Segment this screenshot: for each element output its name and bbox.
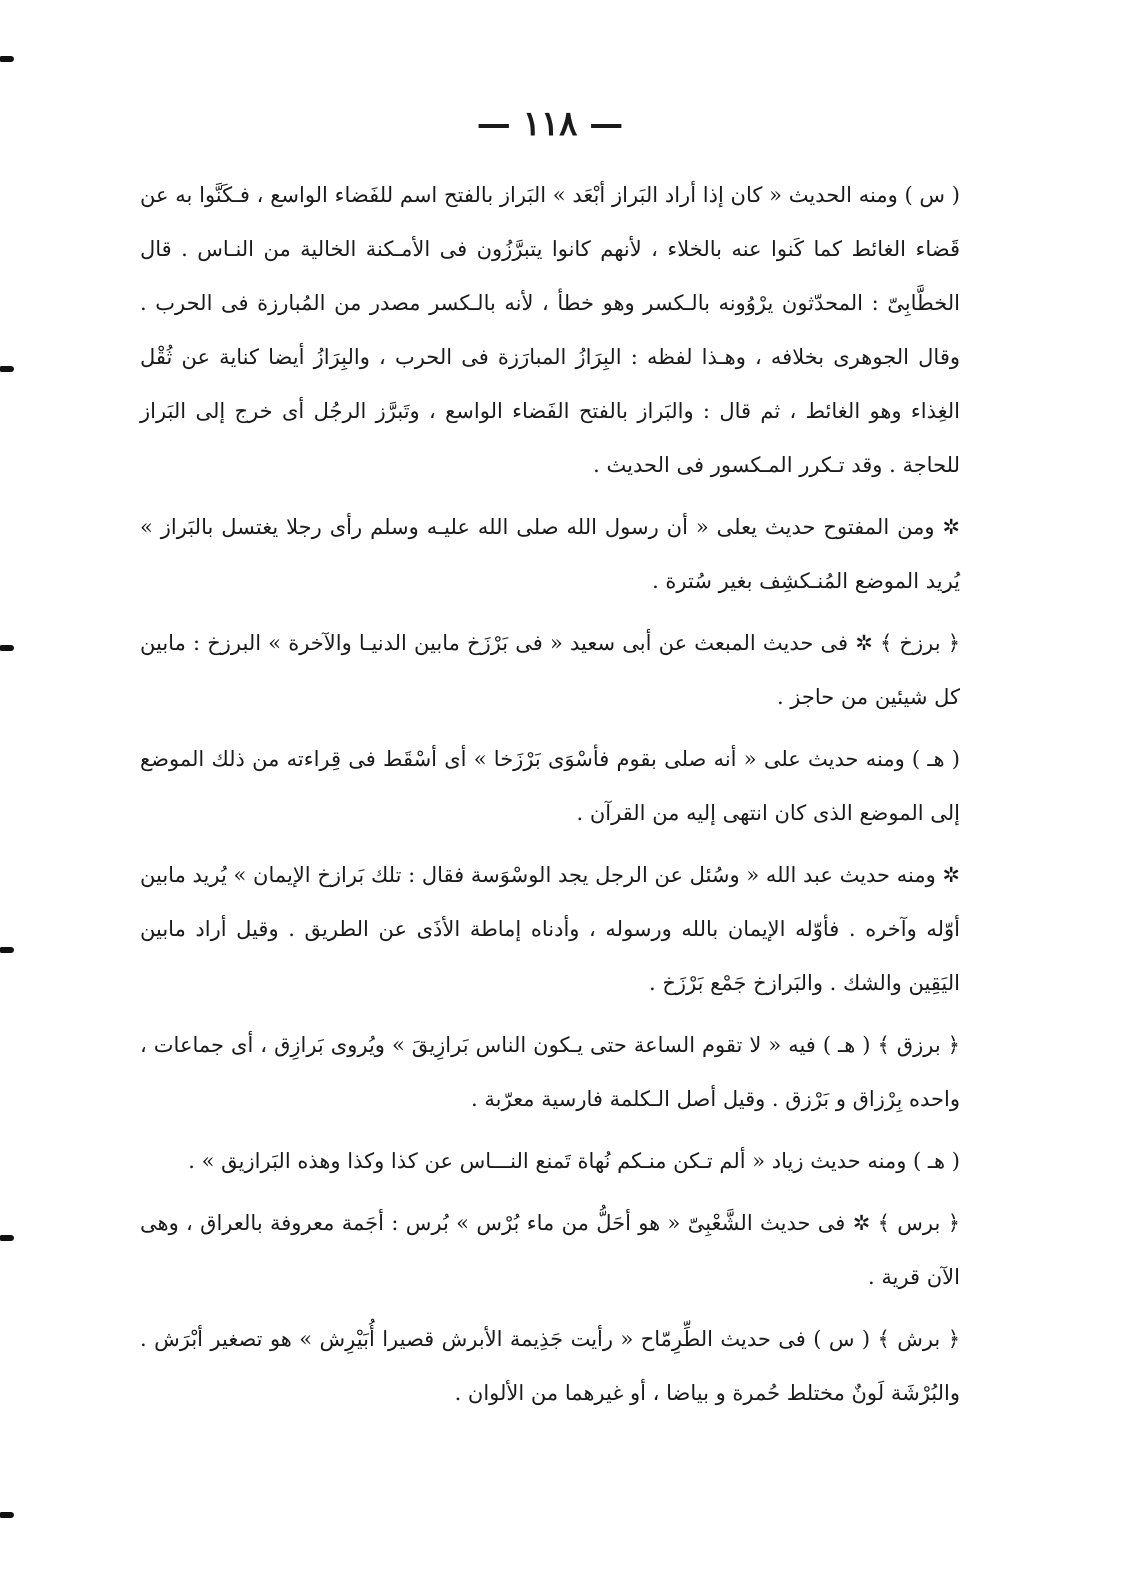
margin-mark: [0, 1512, 14, 1518]
margin-mark: [0, 1235, 14, 1241]
margin-mark: [0, 56, 14, 62]
paragraph: ✲ ومنه حديث عبد الله « وسُئل عن الرجل يجد الوسْوَسة فقال : تلك بَرازخ الإيمان » يُريد مابين أوّله وآخره . فأوّله الإيمان بالله ورسوله ، وأدناه إماطة الأذَى عن الطريق . وقيل أراد مابين اليَقِين والشك . والبَرازخ جَمْع بَرْزَخ .: [140, 863, 960, 995]
body-text: [140, 168, 960, 1420]
margin-mark: [0, 947, 14, 953]
paragraph: ✲ ومن المفتوح حديث يعلى « أن رسول الله صلى الله عليـه وسلم رأى رجلا يغتسل بالبَراز » يُريد الموضع المُنـكشِف بغير سُترة .: [140, 515, 960, 593]
paragraph: ﴿ برش ﴾ ( س ) فى حديث الطِّرِمّاح « رأيت جَذِيمة الأبرش قصيرا أُبَيْرِش » هو تصغير أبْرَش . والبُرْشَة لَونٌ مختلط حُمرة و بياضا ، أو غيرهما من الألوان .: [140, 1327, 960, 1405]
paragraph: ﴿ برس ﴾ ✲ فى حديث الشَّعْبِىّ « هو أحَلُّ من ماء بُرْس » بُرس : أجَمة معروفة بالعراق ، وهى الآن قرية .: [140, 1211, 960, 1289]
margin-mark: [0, 366, 14, 372]
paragraph: ﴿ برزق ﴾ ( هـ ) فيه « لا تقوم الساعة حتى يـكون الناس بَرازِيقَ » ويُروى بَرازِق ، أى جماعات ، واحده بِرْزاق و بَرْزق . وقيل أصل الـكلمة فارسية معرّبة .: [140, 1033, 960, 1111]
paragraph: ( س ) ومنه الحديث « كان إذا أراد البَراز أبْعَد » البَراز بالفتح اسم للفَضاء الواسع ، فـكَنَّوا به عن قَضاء الغائط كما كَنوا عنه بالخلاء ، لأنهم كانوا يتبرَّزُون فى الأمـكنة الخالية من النـاس . قال الخطَّابِىّ : المحدّثون يرْوُونه بالـكسر وهو خطأ ، لأنه بالـكسر مصدر من المُبارزة فى الحرب . وقال الجوهرى بخلافه ، وهـذا لفظه : البِرَازُ المبارَزة فى الحرب ، والبِرَازُ أيضا كناية عن ثُقْل الغِذاء وهو الغائط ، ثم قال : والبَراز بالفتح الفَضاء الواسع ، وتَبرَّز الرجُل أى خرج إلى البَراز للحاجة . وقد تـكرر المـكسور فى الحديث .: [140, 183, 960, 477]
paragraph: ( هـ ) ومنه حديث زياد « ألم تـكن منـكم نُهاة تَمنع النـــاس عن كذا وكذا وهذه البَرازيق » .: [188, 1149, 960, 1173]
paragraph: ( هـ ) ومنه حديث على « أنه صلى بقوم فأسْوَى بَرْزَخا » أى أسْقَط فى قِراءته من ذلك الموضع إلى الموضع الذى كان انتهى إليه من القرآن .: [140, 747, 960, 825]
margin-mark: [0, 645, 14, 651]
paragraph: ﴿ برزخ ﴾ ✲ فى حديث المبعث عن أبى سعيد « فى بَرْزَخ مابين الدنيـا والآخرة » البرزخ : مابين كل شيئين من حاجز .: [140, 631, 960, 709]
page-number: — ١١٨ —: [476, 104, 624, 144]
